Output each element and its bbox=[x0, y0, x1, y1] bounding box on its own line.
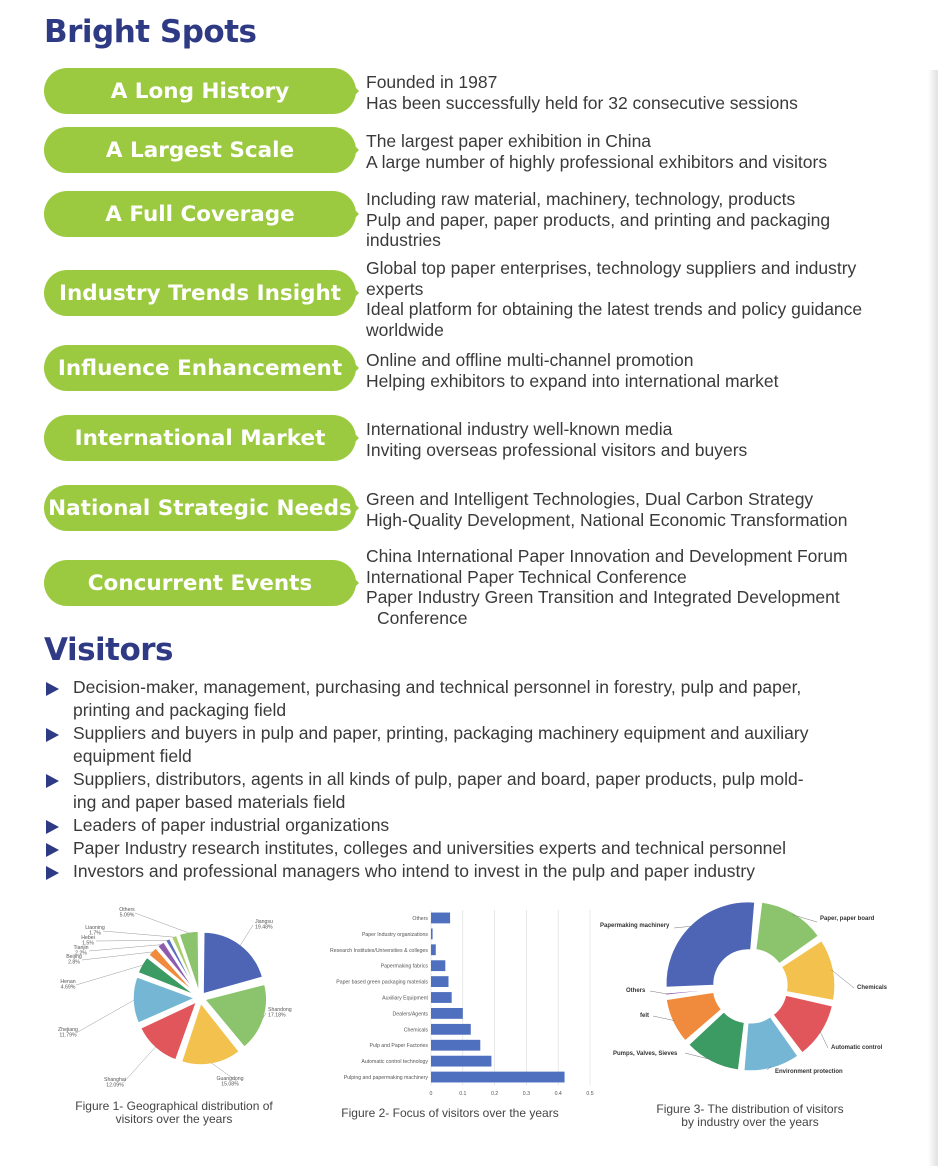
bar bbox=[431, 1008, 463, 1019]
donut-slice-label: Pumps, Valves, Sieves bbox=[613, 1051, 678, 1057]
bright-spot-pill: A Full Coverage bbox=[44, 191, 356, 237]
donut-leader-line bbox=[820, 1031, 828, 1048]
bright-spot-pill: Industry Trends Insight bbox=[44, 270, 356, 316]
bar-category-label: Chemicals bbox=[403, 1027, 428, 1034]
pie-slice-label: Zhejiang bbox=[58, 1027, 78, 1033]
description-line: experts bbox=[366, 278, 424, 299]
bullet-triangle-icon bbox=[46, 820, 59, 834]
donut-slice bbox=[666, 902, 755, 988]
visitor-item-line: Suppliers and buyers in pulp and paper, printing, packaging machinery equipment and auxiliary bbox=[73, 723, 809, 743]
bright-spot-description bbox=[366, 350, 926, 391]
visitor-list-item bbox=[44, 768, 924, 814]
pie-slice-label: Liaoning bbox=[85, 925, 105, 931]
bullet-triangle-icon bbox=[46, 843, 59, 857]
figure3-caption-line: Figure 3- The distribution of visitors bbox=[656, 1102, 844, 1116]
description-line: China International Paper Innovation and Development Forum bbox=[366, 546, 848, 566]
pill-arrow-icon bbox=[352, 286, 359, 300]
visitor-item-line: Paper Industry research institutes, colleges and universities experts and technical personnel bbox=[73, 838, 787, 858]
description-line: Online and offline multi-channel promotion bbox=[366, 350, 694, 370]
donut-slice-label: Papermaking machinery bbox=[600, 923, 670, 929]
pie-slice-label: Beijing bbox=[66, 954, 82, 960]
bright-spot-pill: A Largest Scale bbox=[44, 127, 356, 173]
x-tick-label: 0.2 bbox=[490, 1091, 499, 1097]
donut-slice-label: Chemicals bbox=[857, 985, 888, 991]
bar bbox=[431, 1024, 471, 1035]
bright-spot-description bbox=[366, 258, 926, 340]
pie-slice-value: 12.09% bbox=[106, 1082, 124, 1089]
x-tick-label: 0.3 bbox=[522, 1091, 531, 1097]
pie-leader-line bbox=[123, 1047, 156, 1083]
bright-spot-pill: Influence Enhancement bbox=[44, 345, 356, 391]
x-tick-label: 0.4 bbox=[554, 1091, 562, 1097]
bright-spot-pill: Concurrent Events bbox=[44, 560, 356, 606]
donut-slice-label: Paper, paper board bbox=[820, 916, 875, 922]
description-line: Inviting overseas professional visitors and buyers bbox=[366, 439, 748, 460]
bar bbox=[431, 992, 452, 1003]
pie-slice-label: Henan bbox=[60, 979, 76, 985]
figure1-pie-chart bbox=[50, 898, 310, 1098]
pie-slice-value: 5.09% bbox=[119, 912, 135, 919]
visitor-item-line: Suppliers, distributors, agents in all kinds of pulp, paper and board, paper products, pulp mold- bbox=[73, 769, 804, 789]
figure1-caption bbox=[52, 1100, 296, 1126]
donut-slice-label: Others bbox=[626, 988, 646, 994]
bar bbox=[431, 913, 450, 924]
pie-leader-line bbox=[76, 1000, 134, 1033]
visitor-item-line: ing and paper based materials field bbox=[73, 792, 346, 812]
description-line: Helping exhibitors to expand into international market bbox=[366, 370, 779, 391]
pill-arrow-icon bbox=[352, 143, 359, 157]
figure3-donut-chart bbox=[595, 900, 900, 1100]
figure1-caption-line: Figure 1- Geographical distribution of bbox=[75, 1099, 273, 1113]
bullet-triangle-icon bbox=[46, 682, 59, 696]
pie-leader-line bbox=[240, 925, 253, 946]
figure2-caption-line: Figure 2- Focus of visitors over the years bbox=[341, 1106, 559, 1120]
pie-slice-value: 2.2% bbox=[75, 950, 87, 957]
pill-arrow-icon bbox=[352, 207, 359, 221]
bar bbox=[431, 960, 445, 971]
pill-arrow-icon bbox=[352, 84, 359, 98]
description-line: worldwide bbox=[366, 319, 444, 340]
visitor-list-item bbox=[44, 860, 924, 883]
description-line: High-Quality Development, National Economic Transformation bbox=[366, 509, 848, 530]
description-line: International industry well-known media bbox=[366, 419, 673, 439]
bar-category-label: Automatic control technology bbox=[361, 1059, 428, 1066]
x-tick-label: 0 bbox=[429, 1091, 433, 1097]
visitor-item-line: Investors and professional managers who intend to invest in the pulp and paper industry bbox=[73, 861, 755, 881]
visitor-list-item bbox=[44, 676, 924, 722]
bar-category-label: Pulping and papermaking machinery bbox=[343, 1075, 428, 1082]
pie-slice-value: 17.18% bbox=[268, 1012, 286, 1019]
bright-spot-description bbox=[366, 72, 926, 113]
pill-arrow-icon bbox=[352, 361, 359, 375]
page-edge-shadow bbox=[928, 70, 938, 1166]
bullet-triangle-icon bbox=[46, 728, 59, 742]
pie-leader-line bbox=[89, 945, 161, 951]
visitor-item-line: printing and packaging field bbox=[73, 700, 287, 720]
visitor-list bbox=[44, 676, 924, 883]
donut-leader-line bbox=[650, 991, 667, 994]
visitor-list-item bbox=[44, 814, 924, 837]
x-tick-label: 0.5 bbox=[586, 1091, 594, 1097]
bullet-triangle-icon bbox=[46, 866, 59, 880]
bar bbox=[431, 1072, 565, 1083]
visitor-list-item bbox=[44, 837, 924, 860]
bar-category-label: Auxiliary Equipment bbox=[382, 995, 428, 1002]
description-line: The largest paper exhibition in China bbox=[366, 131, 652, 151]
donut-slice-label: Environment protection bbox=[775, 1069, 843, 1075]
bright-spot-description bbox=[366, 131, 926, 172]
pie-slice-value: 19.48% bbox=[255, 924, 273, 931]
bright-spot-pill: National Strategic Needs bbox=[44, 485, 356, 531]
bar bbox=[431, 1056, 491, 1067]
description-line: Including raw material, machinery, technology, products bbox=[366, 189, 796, 209]
bright-spot-description bbox=[366, 419, 926, 460]
pie-slice-label: Others bbox=[119, 907, 135, 913]
visitor-item-line: equipment field bbox=[73, 746, 192, 766]
pie-leader-line bbox=[96, 940, 168, 941]
pie-leader-line bbox=[76, 965, 143, 985]
description-line: International Paper Technical Conference bbox=[366, 566, 687, 587]
pie-slice-label: Hebei bbox=[81, 935, 95, 941]
description-line: Founded in 1987 bbox=[366, 72, 498, 92]
visitor-item-line: Leaders of paper industrial organizations bbox=[73, 815, 390, 835]
pie-slice-label: Guangdong bbox=[216, 1076, 244, 1082]
pill-arrow-icon bbox=[352, 501, 359, 515]
figure3-caption bbox=[628, 1103, 872, 1129]
description-line: industries bbox=[366, 230, 441, 250]
bar bbox=[431, 944, 436, 955]
donut-slice-label: felt bbox=[640, 1013, 649, 1019]
bar bbox=[431, 928, 433, 939]
donut-slice-label: Automatic control bbox=[831, 1045, 883, 1051]
bar-category-label: Dealers/Agents bbox=[392, 1011, 428, 1018]
description-line: Has been successfully held for 32 consecutive sessions bbox=[366, 92, 798, 113]
description-line: Ideal platform for obtaining the latest trends and policy guidance bbox=[366, 299, 863, 319]
pie-slice-label: Tianjin bbox=[73, 945, 89, 951]
bar-category-label: Others bbox=[412, 915, 428, 922]
bright-spots-title: Bright Spots bbox=[44, 14, 257, 50]
pie-slice-value: 4.69% bbox=[60, 984, 76, 991]
pie-slice-label: Shandong bbox=[268, 1007, 292, 1013]
pie-slice-value: 2.8% bbox=[68, 959, 80, 966]
bar-category-label: Papermaking fabrics bbox=[380, 963, 428, 970]
bar-category-label: Pulp and Paper Factories bbox=[369, 1043, 428, 1050]
bright-spot-pill: International Market bbox=[44, 415, 356, 461]
pie-slice-value: 11.79% bbox=[59, 1032, 77, 1039]
figure2-caption bbox=[312, 1107, 588, 1120]
description-line: Pulp and paper, paper products, and printing and packaging bbox=[366, 209, 831, 230]
figure1-caption-line: visitors over the years bbox=[115, 1112, 233, 1126]
pie-leader-line bbox=[103, 931, 174, 937]
bright-spot-description bbox=[366, 546, 926, 628]
description-line: Conference bbox=[377, 607, 468, 628]
visitors-title: Visitors bbox=[44, 632, 174, 668]
pie-slice-label: Shanghai bbox=[104, 1077, 126, 1083]
description-line: A large number of highly professional exhibitors and visitors bbox=[366, 151, 828, 172]
bar bbox=[431, 976, 448, 987]
visitor-list-item bbox=[44, 722, 924, 768]
pie-slice-jiangsu bbox=[203, 932, 263, 994]
pie-slice-label: Jiangsu bbox=[255, 919, 273, 925]
bar-category-label: Paper based green packaging materials bbox=[336, 979, 428, 986]
description-line: Global top paper enterprises, technology suppliers and industry bbox=[366, 258, 857, 278]
bullet-triangle-icon bbox=[46, 774, 59, 788]
pill-arrow-icon bbox=[352, 431, 359, 445]
description-line: Green and Intelligent Technologies, Dual Carbon Strategy bbox=[366, 489, 814, 509]
bright-spot-description bbox=[366, 189, 926, 251]
pie-slice-value: 1.7% bbox=[89, 930, 101, 937]
pie-slice-value: 1.5% bbox=[82, 940, 94, 947]
pill-arrow-icon bbox=[352, 576, 359, 590]
x-tick-label: 0.1 bbox=[459, 1091, 467, 1097]
bar-category-label: Paper Industry organizations bbox=[361, 931, 428, 938]
figure2-bar-chart bbox=[305, 902, 605, 1102]
visitor-item-line: Decision-maker, management, purchasing and technical personnel in forestry, pulp and paper, bbox=[73, 677, 802, 697]
figure3-caption-line: by industry over the years bbox=[681, 1115, 819, 1129]
pie-leader-line bbox=[82, 952, 153, 960]
bright-spot-pill: A Long History bbox=[44, 68, 356, 114]
description-line: Paper Industry Green Transition and Integrated Development bbox=[366, 587, 840, 607]
pie-slice-value: 15.08% bbox=[221, 1081, 239, 1088]
pie-leader-line bbox=[135, 913, 189, 933]
bright-spot-description bbox=[366, 489, 926, 530]
bar-category-label: Research Institutes/Universities & colleges bbox=[329, 947, 428, 954]
bar bbox=[431, 1040, 480, 1051]
